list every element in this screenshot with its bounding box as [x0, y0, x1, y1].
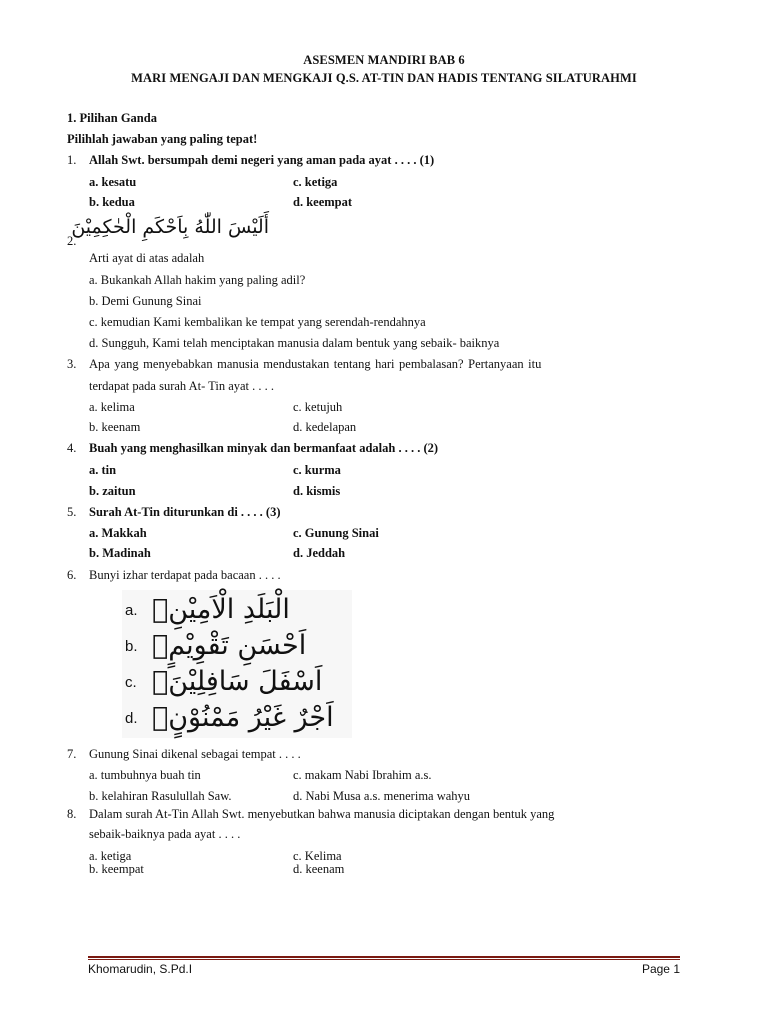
option-c: c. ketiga	[293, 175, 338, 189]
question-number: 8.	[67, 807, 77, 821]
footer-divider	[88, 956, 680, 958]
arabic-option-c	[122, 664, 352, 700]
arabic-option-b	[122, 628, 352, 664]
option-d: d. kedelapan	[293, 420, 357, 434]
question-text-continued: sebaik-baiknya pada ayat . . . .	[89, 827, 241, 841]
question-text: Dalam surah At-Tin Allah Swt. menyebutkan bahwa manusia diciptakan dengan bentuk yang	[89, 807, 555, 821]
question-text: Buah yang menghasilkan minyak dan bermanfaat adalah . . . . (2)	[89, 441, 439, 455]
option-d: d. Nabi Musa a.s. menerima wahyu	[293, 789, 471, 803]
option-a: a. kesatu	[89, 175, 137, 189]
question-text-continued: terdapat pada surah At- Tin ayat . . . .	[89, 379, 275, 393]
question-number: 7.	[67, 747, 77, 761]
question-text: Arti ayat di atas adalah	[89, 251, 205, 265]
option-c: c. makam Nabi Ibrahim a.s.	[293, 768, 432, 782]
option-c: c. ketujuh	[293, 400, 343, 414]
option-d: d. keempat	[293, 195, 353, 209]
option-b: b. kelahiran Rasulullah Saw.	[89, 789, 232, 803]
option-a: a. Makkah	[89, 526, 147, 540]
question-text: Gunung Sinai dikenal sebagai tempat . . . .	[89, 747, 301, 761]
arabic-option-a	[122, 592, 352, 628]
arabic-options-image	[122, 590, 352, 738]
question-number: 4.	[67, 441, 77, 455]
option-d: d. Jeddah	[293, 546, 346, 560]
option-letter: b.	[125, 638, 138, 655]
footer-author: Khomarudin, S.Pd.I	[88, 962, 193, 976]
option-b: b. keempat	[89, 862, 144, 876]
document-title: ASESMEN MANDIRI BAB 6	[303, 53, 465, 67]
option-c: c. kurma	[293, 463, 341, 477]
document-subtitle: MARI MENGAJI DAN MENGKAJI Q.S. AT-TIN DAN HADIS TENTANG SILATURAHMI	[131, 71, 637, 85]
arabic-text: الْبَلَدِ الْاَمِيْنِۙ	[152, 594, 290, 625]
option-a: a. tumbuhnya buah tin	[89, 768, 201, 782]
option-b: b. Madinah	[89, 546, 151, 560]
option-c: c. Gunung Sinai	[293, 526, 379, 540]
arabic-option-d	[122, 700, 352, 736]
option-c: c. kemudian Kami kembalikan ke tempat yang serendah-rendahnya	[89, 315, 426, 329]
arabic-text: اَسْفَلَ سَافِلِيْنَۙ	[152, 666, 323, 697]
section-instruction: Pilihlah jawaban yang paling tepat!	[67, 132, 258, 146]
option-d: d. Sungguh, Kami telah menciptakan manusia dalam bentuk yang sebaik- baiknya	[89, 336, 500, 350]
section-heading: 1. Pilihan Ganda	[67, 111, 157, 125]
option-b: b. keenam	[89, 420, 141, 434]
option-a: a. kelima	[89, 400, 135, 414]
question-number: 1.	[67, 153, 77, 167]
arabic-text: اَجْرٌ غَيْرُ مَمْنُوْنٍۗ	[152, 702, 334, 733]
option-letter: d.	[125, 710, 138, 727]
arabic-text: اَحْسَنِ تَقْوِيْمٍۖ	[152, 630, 307, 661]
option-letter: c.	[125, 674, 137, 691]
option-letter: a.	[125, 602, 138, 619]
question-text: Apa yang menyebabkan manusia mendustakan tentang hari pembalasan? Pertanyaan itu	[89, 357, 542, 371]
option-b: b. kedua	[89, 195, 135, 209]
question-text: Bunyi izhar terdapat pada bacaan . . . .	[89, 568, 281, 582]
question-number: 5.	[67, 505, 77, 519]
question-number: 2.	[67, 234, 77, 248]
option-b: b. zaitun	[89, 484, 136, 498]
option-a: a. Bukankah Allah hakim yang paling adil?	[89, 273, 306, 287]
option-b: b. Demi Gunung Sinai	[89, 294, 202, 308]
arabic-verse: أَلَيْسَ اللّٰهُ بِاَحْكَمِ الْحٰكِمِيْنَ	[71, 216, 269, 238]
footer-divider-thin	[88, 959, 680, 960]
question-text: Surah At-Tin diturunkan di . . . . (3)	[89, 505, 281, 519]
question-number: 3.	[67, 357, 77, 371]
option-c: c. Kelima	[293, 849, 342, 863]
option-d: d. kismis	[293, 484, 341, 498]
footer-page-number: Page 1	[641, 962, 680, 976]
question-number: 6.	[67, 568, 77, 582]
option-d: d. keenam	[293, 862, 345, 876]
option-a: a. ketiga	[89, 849, 132, 863]
question-text: Allah Swt. bersumpah demi negeri yang aman pada ayat . . . . (1)	[89, 153, 435, 167]
option-a: a. tin	[89, 463, 117, 477]
